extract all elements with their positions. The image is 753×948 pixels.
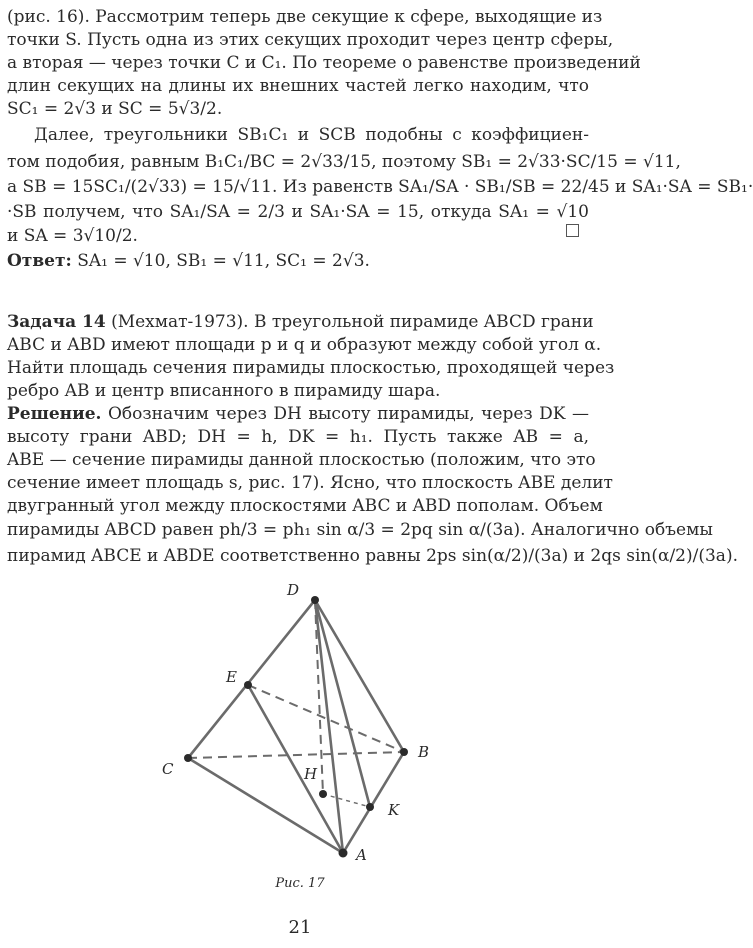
point-A (339, 849, 348, 858)
paragraph-2-line-3: а SB = 15SC₁/(2√33) = 15/√11. Из равенств SA₁/SA · SB₁/SB = 22/45 и SA₁·SA = SB₁· (7, 177, 753, 197)
paragraph-1-line-3: а вторая — через точки C и C₁. По теореме о равенстве произведений (7, 53, 641, 73)
paragraph-1-line-1: (рис. 16). Рассмотрим теперь две секущие к сфере, выходящие из (7, 7, 603, 27)
problem-line-3: Найти площадь сечения пирамиды плоскостью, проходящей через (7, 358, 615, 378)
paragraph-1-line-2: точки S. Пусть одна из этих секущих проходит через центр сферы, (7, 30, 614, 50)
solution-label: Решение. (7, 404, 102, 424)
paragraph-1-line-5: SC₁ = 2√3 и SC = 5√3/2. (7, 99, 223, 119)
hidden-segment-HK (323, 794, 370, 807)
paragraph-2-line-5: и SA = 3√10/2. (7, 226, 138, 246)
point-E (244, 681, 252, 689)
label-D: D (287, 581, 300, 599)
paragraph-2-line-1: Далее, треугольники SB₁C₁ и SCB подобны с коэффициен- (34, 125, 589, 145)
problem-line-1-text: (Мехмат-1973). В треугольной пирамиде ABCD грани (111, 312, 594, 332)
edge-DC (188, 600, 315, 758)
label-B: B (418, 743, 430, 761)
label-E: E (226, 668, 237, 686)
label-C: C (162, 760, 174, 778)
solution-line-1-text: Обозначим через DH высоту пирамиды, через DK — (107, 404, 589, 424)
edge-DA (315, 600, 343, 853)
label-K: K (388, 801, 400, 819)
point-K (366, 803, 374, 811)
paragraph-2-line-4: ·SB получем, что SA₁/SA = 2/3 и SA₁·SA = 15, откуда SA₁ = √10 (7, 202, 589, 222)
solution-line-6: пирамиды ABCD равен ph/3 = ph₁ sin α/3 = 2pq sin α/(3a). Аналогично объемы (7, 520, 713, 540)
solution-line-4: сечение имеет площадь s, рис. 17). Ясно, что плоскость ABE делит (7, 473, 613, 493)
answer-label: Ответ: (7, 251, 72, 271)
solution-line-7: пирамид ABCE и ABDE соответственно равны 2ps sin(α/2)/(3a) и 2qs sin(α/2)/(3a). (7, 546, 738, 566)
problem-line-4: ребро AB и центр вписанного в пирамиду шара. (7, 381, 441, 401)
problem-label: Задача 14 (7, 312, 106, 332)
edge-CA (188, 758, 343, 853)
problem-line-2: ABC и ABD имеют площади p и q и образуют между собой угол α. (7, 335, 602, 355)
point-B (400, 748, 408, 756)
point-D (311, 596, 319, 604)
answer-text: SA₁ = √10, SB₁ = √11, SC₁ = 2√3. (77, 251, 370, 271)
paragraph-2-line-2: том подобия, равным B₁C₁/BC = 2√33/15, поэтому SB₁ = 2√33·SC/15 = √11, (7, 152, 681, 172)
label-A: A (356, 846, 367, 864)
page-number: 21 (288, 917, 312, 938)
solution-line-5: двугранный угол между плоскостями ABC и ABD пополам. Объем (7, 496, 603, 516)
solution-line-2: высоту грани ABD; DH = h, DK = h₁. Пусть также AB = a, (7, 427, 589, 447)
solution-line-3: ABE — сечение пирамиды данной плоскостью (положим, что это (7, 450, 596, 470)
section-EA (248, 685, 343, 853)
label-H: H (304, 765, 318, 783)
paragraph-1-line-4: длин секущих на длины их внешних частей легко находим, что (7, 76, 589, 96)
edge-DK (315, 600, 370, 807)
point-C (184, 754, 192, 762)
hidden-edge-CB (188, 752, 404, 758)
point-H (319, 790, 327, 798)
figure-caption: Рис. 17 (275, 876, 325, 891)
